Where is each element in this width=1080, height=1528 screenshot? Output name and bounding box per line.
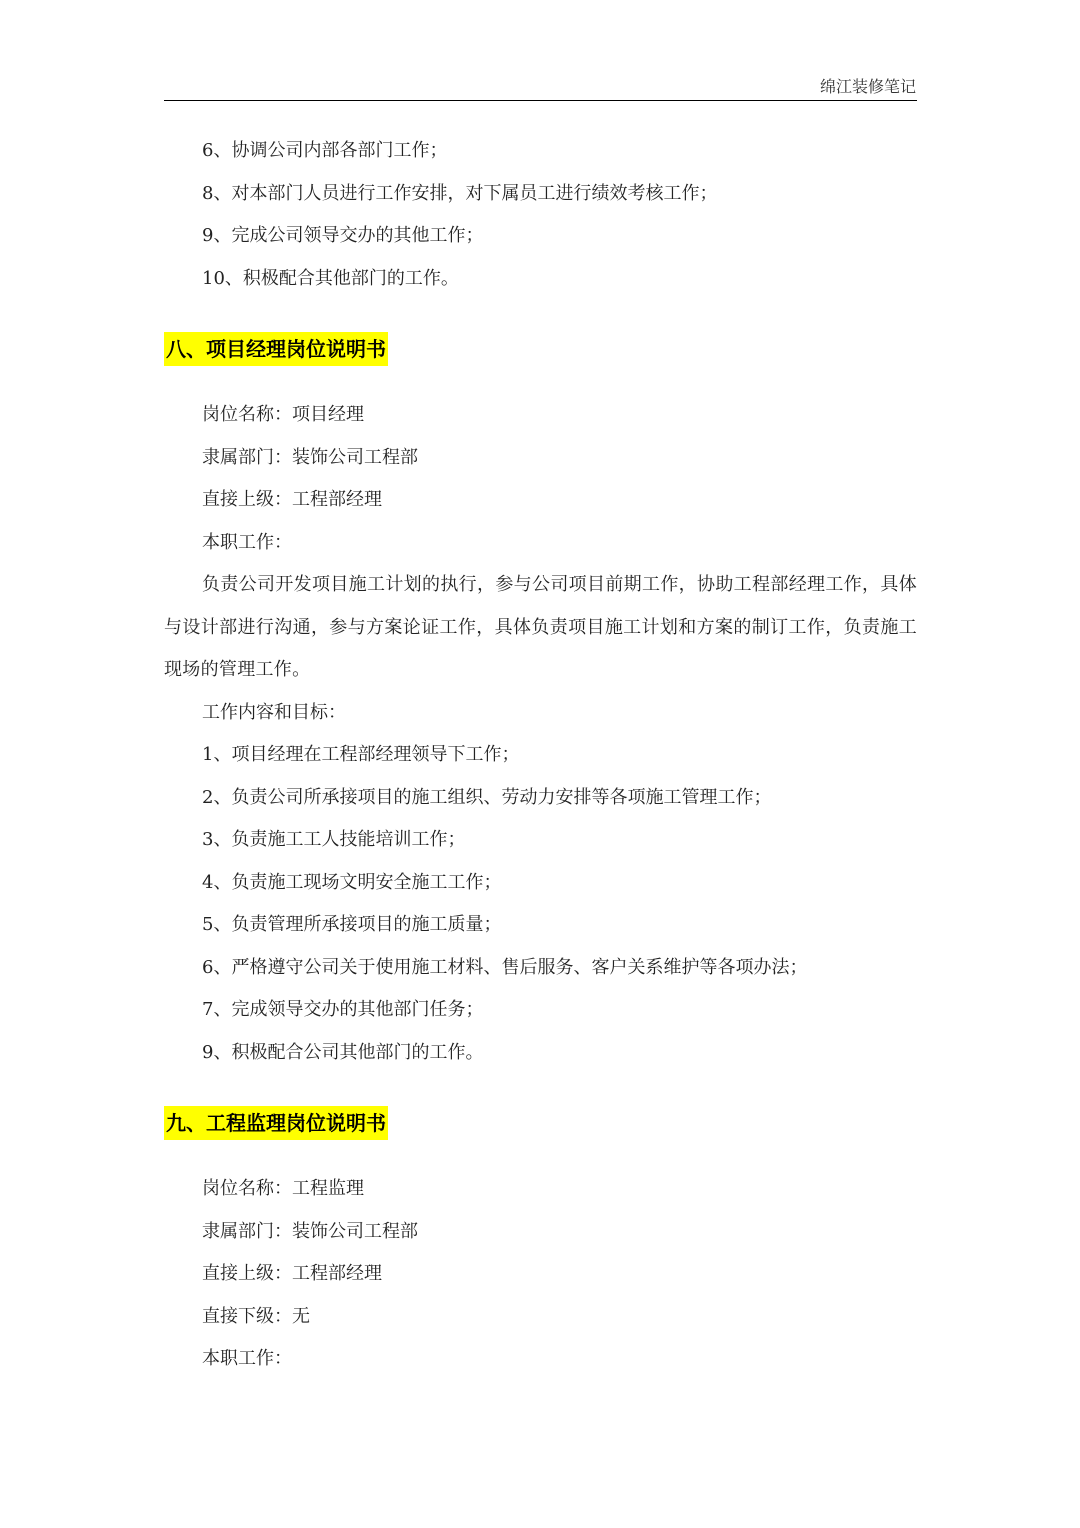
section-8-heading: 八、项目经理岗位说明书: [164, 332, 388, 366]
duty-label: 本职工作：: [202, 1348, 292, 1369]
direct-superior: 直接上级：工程部经理: [202, 489, 382, 510]
department: 隶属部门：装饰公司工程部: [202, 1220, 418, 1242]
list-item: 3、负责施工工人技能培训工作；: [202, 829, 466, 850]
list-item: 2、负责公司所承接项目的施工组织、劳动力安排等各项施工管理工作；: [202, 786, 772, 808]
document-body: [164, 130, 917, 1381]
direct-subordinate: 直接下级：无: [202, 1305, 310, 1327]
list-item: 8、对本部门人员进行工作安排，对下属员工进行绩效考核工作；: [202, 182, 718, 204]
section-8-heading-wrap: [164, 332, 917, 366]
section-9-heading-wrap: [164, 1106, 917, 1140]
position-name: 岗位名称：工程监理: [202, 1178, 364, 1199]
department: 隶属部门：装饰公司工程部: [202, 446, 418, 468]
direct-superior: 直接上级：工程部经理: [202, 1263, 382, 1284]
list-item: 4、负责施工现场文明安全施工工作；: [202, 871, 502, 893]
list-item: 5、负责管理所承接项目的施工质量；: [202, 914, 502, 935]
section-9-heading: 九、工程监理岗位说明书: [164, 1106, 388, 1140]
list-item: 7、完成领导交办的其他部门任务；: [202, 999, 484, 1020]
list-item: 6、严格遵守公司关于使用施工材料、售后服务、客户关系维护等各项办法；: [202, 956, 808, 978]
list-item: 1、项目经理在工程部经理领导下工作；: [202, 744, 520, 765]
header-title: 绵江装修笔记: [819, 77, 916, 96]
content-label: 工作内容和目标：: [202, 701, 346, 723]
list-item: 9、积极配合公司其他部门的工作。: [202, 1041, 484, 1063]
list-item: 9、完成公司领导交办的其他工作；: [202, 225, 484, 246]
list-item: 6、协调公司内部各部门工作；: [202, 140, 448, 161]
duty-paragraph: 负责公司开发项目施工计划的执行，参与公司项目前期工作，协助工程部经理工作，具体与设计部进行沟通，参与方案论证工作，具体负责项目施工计划和方案的制订工作，负责施工现场的管理工作。: [164, 574, 917, 680]
header-divider: [164, 100, 917, 101]
list-item: 10、积极配合其他部门的工作。: [202, 267, 459, 289]
position-name: 岗位名称：项目经理: [202, 404, 364, 425]
duty-label: 本职工作：: [202, 531, 292, 553]
